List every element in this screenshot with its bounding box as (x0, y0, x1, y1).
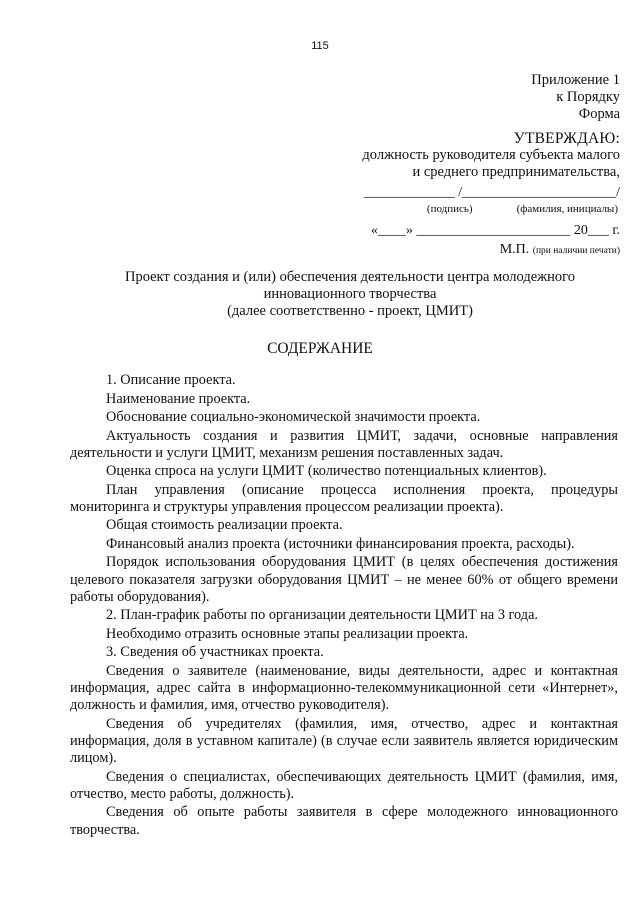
approval-position-line-2: и среднего предпринимательства, (412, 164, 620, 180)
contents-item: Оценка спроса на услуги ЦМИТ (количество потенциальных клиентов). (106, 463, 547, 480)
contents-item: План управления (описание процесса исполнения проекта, процедуры мониторинга и структуры управления процессом реализации проекта). (70, 481, 618, 515)
stamp-note: (при наличии печати) (532, 246, 620, 256)
contents-item: Финансовый анализ проекта (источники финансирования проекта, расходы). (106, 535, 575, 552)
contents-item: Наименование проекта. (106, 390, 251, 407)
contents-item: 2. План-график работы по организации деятельности ЦМИТ на 3 года. (106, 607, 538, 624)
contents-item: Сведения о специалистах, обеспечивающих деятельность ЦМИТ (фамилия, имя, отчество, место работы, должность). (70, 768, 618, 802)
contents-item: 1. Описание проекта. (106, 372, 236, 388)
stamp-label: М.П. (499, 242, 530, 257)
document-title-line-3: (далее соответственно - проект, ЦМИТ) (227, 303, 473, 319)
signature-captions (362, 201, 620, 218)
appendix-line-3: Форма (578, 106, 620, 122)
stamp-line (362, 241, 620, 260)
caption-name: (фамилия, инициалы) (516, 203, 618, 215)
contents-item: Обоснование социально-экономической значимости проекта. (106, 409, 481, 425)
contents-item: Сведения об опыте работы заявителя в сфере молодежного инновационного творчества. (70, 804, 618, 838)
contents-item: Порядок использования оборудования ЦМИТ (в целях обеспечения достижения целевого показателя загрузки оборудования ЦМИТ – не менее 60% от общего времени работы оборудования). (70, 554, 618, 605)
document-title (60, 269, 640, 320)
section-heading: СОДЕРЖАНИЕ (267, 340, 373, 357)
contents-item: Актуальность создания и развития ЦМИТ, задачи, основные направления деятельности и услуги ЦМИТ, механизм решения поставленных задач. (70, 427, 618, 461)
approval-block (362, 130, 620, 260)
approval-position-line-1: должность руководителя субъекта малого (362, 147, 620, 163)
appendix-line-1: Приложение 1 (531, 72, 620, 88)
document-title-line-2: инновационного творчества (263, 286, 437, 302)
caption-signature: (подпись) (426, 203, 473, 215)
approval-title: УТВЕРЖДАЮ: (513, 130, 620, 147)
contents-item: Сведения об учредителях (фамилия, имя, отчество, адрес и контактная информация, доля в уставном капитале) (в случае если заявитель является юридическим лицом). (70, 715, 618, 767)
contents-item: Необходимо отразить основные этапы реализации проекта. (106, 625, 469, 642)
contents-item: Сведения о заявителе (наименование, виды деятельности, адрес и контактная информация, адрес сайта в информационно-телекоммуникационной сети «Интернет», должность и фамилия, имя, отчество руководителя). (70, 662, 618, 714)
contents-item: 3. Сведения об участниках проекта. (106, 644, 324, 661)
date-line: «____» ______________________ 20___ г. (370, 223, 620, 238)
appendix-block (531, 72, 620, 123)
contents-list (70, 372, 618, 839)
page-number: 115 (311, 40, 329, 52)
signature-line: _____________ /______________________/ (363, 185, 620, 200)
contents-item: Общая стоимость реализации проекта. (106, 517, 343, 534)
appendix-line-2: к Порядку (556, 89, 620, 105)
document-title-line-1: Проект создания и (или) обеспечения деятельности центра молодежного (124, 269, 576, 285)
